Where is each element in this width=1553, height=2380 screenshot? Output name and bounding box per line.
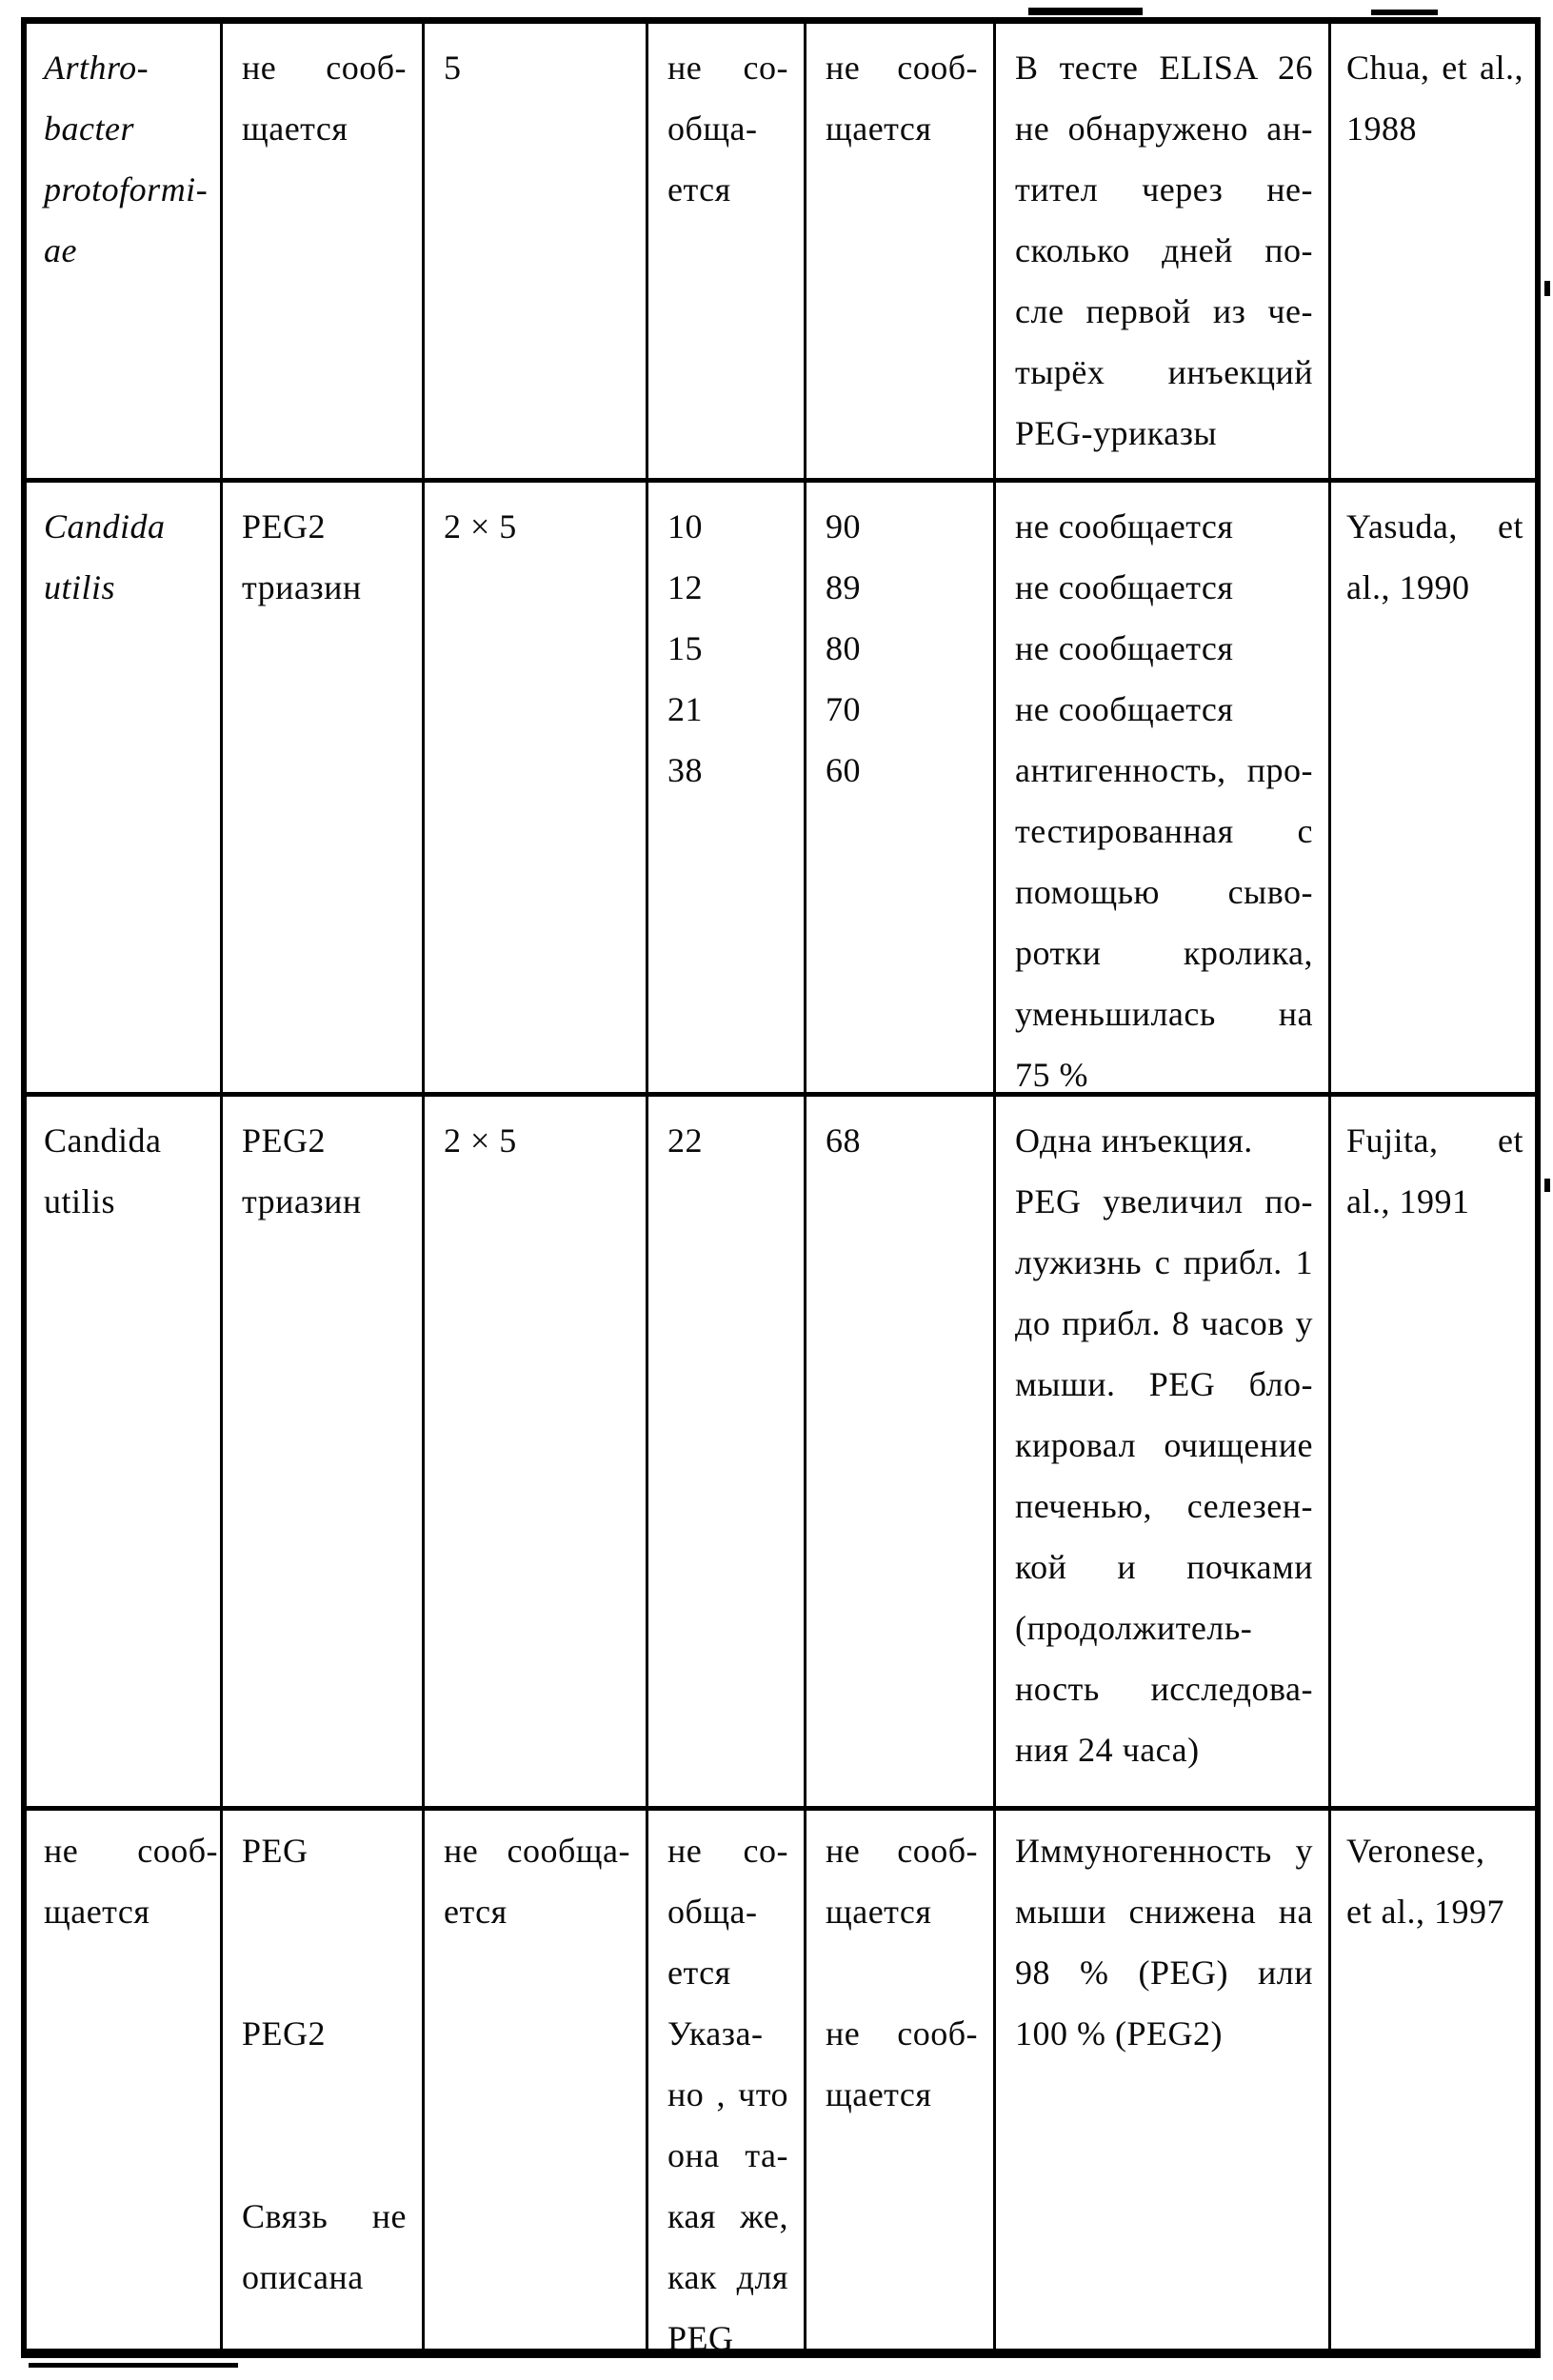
cell-line: (продолжитель- <box>1015 1609 1253 1647</box>
cell-line: описана <box>242 2258 364 2296</box>
table-cell-r1c3 <box>425 24 648 483</box>
cell-line: utilis <box>44 1182 116 1220</box>
cell-line: помощью сыво- <box>1015 873 1313 911</box>
table-cell-r2c5 <box>806 483 996 1097</box>
table-cell-r3c6 <box>996 1097 1331 1811</box>
cell-line: Arthro- <box>44 49 149 87</box>
reference-table <box>21 17 1541 2358</box>
cell-line: не со- <box>667 1832 788 1870</box>
cell-line: Указа- <box>667 2014 764 2053</box>
cell-line: PEG <box>667 2319 734 2349</box>
cell-line: уменьшилась на <box>1015 995 1313 1033</box>
cell-line: до прибл. 8 часов у <box>1015 1304 1313 1342</box>
scan-artifact <box>1544 281 1550 296</box>
table-cell-r4c3 <box>425 1811 648 2349</box>
cell-line: Chua, et al., <box>1346 49 1523 87</box>
cell-line: не сообща- <box>444 1832 630 1870</box>
table-cell-r1c7 <box>1331 24 1535 483</box>
cell-line: bacter <box>44 109 134 148</box>
cell-line: Иммуногенность у <box>1015 1832 1313 1870</box>
table-cell-r3c2 <box>223 1097 425 1811</box>
cell-line: Veronese, <box>1346 1832 1485 1870</box>
table-cell-r2c3 <box>425 483 648 1097</box>
cell-line <box>242 2064 407 2125</box>
cell-line: триазин <box>242 568 362 606</box>
cell-line: как для <box>667 2258 788 2296</box>
table-cell-r4c7 <box>1331 1811 1535 2349</box>
cell-line: сколько дней по- <box>1015 231 1313 269</box>
table-cell-r3c4 <box>648 1097 806 1811</box>
cell-line: 22 <box>667 1121 703 1160</box>
cell-line: мыши. PEG бло- <box>1015 1365 1313 1403</box>
cell-line: не сообщается <box>1015 629 1234 667</box>
cell-line: PEG увеличил по- <box>1015 1182 1313 1220</box>
table-cell-r1c6 <box>996 24 1331 483</box>
cell-line: не сооб- <box>826 1832 978 1870</box>
table-cell-r2c7 <box>1331 483 1535 1097</box>
cell-line: al., 1991 <box>1346 1182 1470 1220</box>
cell-line: не сооб- <box>826 2014 978 2053</box>
cell-line: сле первой из че- <box>1015 292 1313 330</box>
cell-line: 2 × 5 <box>444 1121 517 1160</box>
cell-line <box>242 2125 407 2186</box>
cell-line: ется <box>667 170 731 208</box>
cell-line: не сооб- <box>826 49 978 87</box>
cell-line: не со- <box>667 49 788 87</box>
cell-line: 1988 <box>1346 109 1417 148</box>
cell-line: 98 % (PEG) или <box>1015 1954 1313 1992</box>
cell-line: не сообщается <box>1015 507 1234 545</box>
cell-line: Candida <box>44 507 166 545</box>
cell-line <box>242 1942 407 2003</box>
cell-line: кой и почками <box>1015 1548 1313 1586</box>
table-cell-r3c7 <box>1331 1097 1535 1811</box>
cell-line: Yasuda, et <box>1346 507 1523 545</box>
cell-line: печенью, селезен- <box>1015 1487 1313 1525</box>
cell-line: 80 <box>826 629 861 667</box>
cell-line: щается <box>826 2075 932 2113</box>
cell-line: не обнаружено ан- <box>1015 109 1313 148</box>
table-cell-r4c1 <box>27 1811 223 2349</box>
cell-line: ротки кролика, <box>1015 934 1313 972</box>
cell-line: она та- <box>667 2136 788 2174</box>
cell-line: кая же, <box>667 2197 788 2235</box>
cell-line: protoformi- <box>44 170 209 208</box>
cell-line: ется <box>444 1893 508 1931</box>
cell-line: щается <box>242 109 348 148</box>
cell-line: PEG2 <box>242 1121 327 1160</box>
cell-line: 75 % <box>1015 1056 1088 1094</box>
cell-line: тестированная с <box>1015 812 1313 850</box>
cell-line: не сооб- <box>242 49 407 87</box>
cell-line: лужизнь с прибл. 1 <box>1015 1243 1313 1281</box>
cell-line: 89 <box>826 568 861 606</box>
cell-line: 10 <box>667 507 703 545</box>
table-cell-r3c1 <box>27 1097 223 1811</box>
cell-line <box>826 1942 978 2003</box>
cell-line: триазин <box>242 1182 362 1220</box>
table-cell-r1c2 <box>223 24 425 483</box>
cell-line: 21 <box>667 690 703 728</box>
table-cell-r2c2 <box>223 483 425 1097</box>
cell-line: кировал очищение <box>1015 1426 1313 1464</box>
cell-line: ность исследова- <box>1015 1670 1313 1708</box>
table-cell-r3c3 <box>425 1097 648 1811</box>
table-cell-r4c5 <box>806 1811 996 2349</box>
cell-line: 12 <box>667 568 703 606</box>
table-cell-r4c2 <box>223 1811 425 2349</box>
cell-line: Candida <box>44 1121 162 1160</box>
scan-artifact <box>29 2363 238 2368</box>
table-cell-r1c5 <box>806 24 996 483</box>
cell-line: al., 1990 <box>1346 568 1470 606</box>
table-cell-r1c1 <box>27 24 223 483</box>
cell-line: 2 × 5 <box>444 507 517 545</box>
cell-line: 5 <box>444 49 462 87</box>
cell-line: мыши снижена на <box>1015 1893 1313 1931</box>
cell-line: не сооб- <box>44 1832 218 1870</box>
cell-line: 38 <box>667 751 703 789</box>
cell-line: 60 <box>826 751 861 789</box>
cell-line: В тесте ELISA 26 <box>1015 49 1313 87</box>
table-cell-r2c4 <box>648 483 806 1097</box>
cell-line: PEG <box>242 1832 309 1870</box>
cell-line: PEG2 <box>242 507 327 545</box>
cell-line: но , что <box>667 2075 788 2113</box>
cell-line: 70 <box>826 690 861 728</box>
table-cell-r2c6 <box>996 483 1331 1097</box>
table-cell-r4c4 <box>648 1811 806 2349</box>
cell-line: Одна инъекция. <box>1015 1121 1253 1160</box>
cell-line: 100 % (PEG2) <box>1015 2014 1223 2053</box>
scan-artifact <box>1028 8 1143 15</box>
scan-artifact <box>1371 10 1438 15</box>
cell-line: utilis <box>44 568 116 606</box>
cell-line: et al., 1997 <box>1346 1893 1504 1931</box>
cell-line: щается <box>826 109 932 148</box>
cell-line <box>242 1881 407 1942</box>
cell-line: Связь не <box>242 2197 407 2235</box>
cell-line: 15 <box>667 629 703 667</box>
cell-line: не сообщается <box>1015 568 1234 606</box>
cell-line: тырёх инъекций <box>1015 353 1313 391</box>
cell-line: антигенность, про- <box>1015 751 1313 789</box>
cell-line: Fujita, et <box>1346 1121 1523 1160</box>
cell-line: обща- <box>667 1893 758 1931</box>
cell-line: PEG2 <box>242 2014 327 2053</box>
scan-artifact <box>1544 1179 1550 1192</box>
cell-line: не сообщается <box>1015 690 1234 728</box>
cell-line: 90 <box>826 507 861 545</box>
table-cell-r2c1 <box>27 483 223 1097</box>
cell-line: ae <box>44 231 77 269</box>
cell-line: тител через не- <box>1015 170 1313 208</box>
table-cell-r1c4 <box>648 24 806 483</box>
table-cell-r4c6 <box>996 1811 1331 2349</box>
cell-line: PEG-уриказы <box>1015 414 1218 452</box>
cell-line: щается <box>44 1893 150 1931</box>
cell-line: 68 <box>826 1121 861 1160</box>
table-cell-r3c5 <box>806 1097 996 1811</box>
cell-line: ется <box>667 1954 731 1992</box>
cell-line: ния 24 часа) <box>1015 1731 1200 1769</box>
cell-line: щается <box>826 1893 932 1931</box>
cell-line: обща- <box>667 109 758 148</box>
